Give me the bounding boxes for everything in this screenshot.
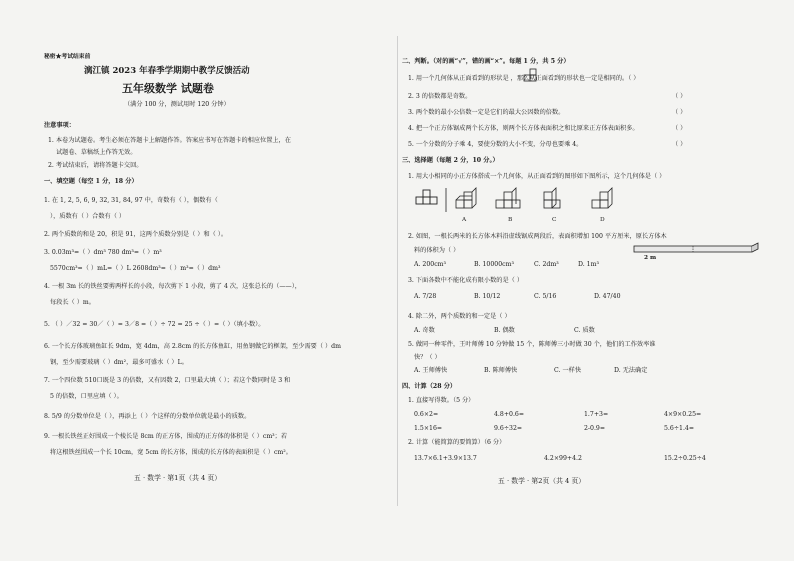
q7a: 7. 一个四位数 510口既是 3 的倍数，又有因数 2，口里最大填（ ）；若这个数同时是 3 和	[44, 377, 291, 384]
choice-3-opt-a: A. 7/28	[414, 293, 437, 300]
choice-4-opt-c: C. 质数	[574, 327, 595, 334]
choice-1-label-b: B	[508, 217, 513, 223]
calc-cell: 0.6×2=	[414, 411, 439, 418]
judge-3: 3. 两个数的最小公倍数一定是它们的最大公因数的倍数。	[408, 109, 565, 116]
q1a: 1. 在 1, 2, 5, 6, 9, 32, 31, 84, 97 中，奇数有（ ），偶数有（	[44, 197, 218, 204]
right-footer: 五 · 数学 · 第2页（共 4 页）	[498, 477, 586, 485]
exam-title: 漓江镇 2023 年春季学期期中教学反馈活动	[84, 66, 250, 76]
choice-2-opt-d: D. 1m³	[578, 261, 599, 268]
judge-3-paren: （ ）	[672, 109, 687, 116]
choice-4-opt-a: A. 奇数	[414, 327, 435, 334]
calc-2-title: 2. 计算（能简算的要简算）（6 分）	[408, 439, 506, 446]
note-2: 2. 考试结束后，请将答题卡交回。	[48, 162, 143, 169]
judge-2-paren: （ ）	[672, 93, 687, 100]
notes-title: 注意事项：	[44, 122, 75, 129]
calc-cell: 9.6÷32=	[494, 425, 523, 432]
calc-cell: 13.7×6.1+3.9×13.7	[414, 455, 477, 462]
choice-5a: 5. 做同一种零件，王叶师傅 10 分钟做 15 个，陈师傅三小时做 30 个，他们的工作效率谁	[408, 341, 656, 348]
calc-cell: 4.8+0.6=	[494, 411, 525, 418]
left-page	[24, 20, 394, 540]
calc-cell: 4.2×99+4.2	[544, 455, 582, 462]
choice-2-opt-a: A. 200cm³	[414, 261, 447, 268]
q3a: 3. 0.03m³=（ ）dm³ 780 dm³=（ ）m³	[44, 249, 162, 256]
calc-cell: 2-0.9=	[584, 425, 606, 432]
q6b: 钢，至少需要玻璃（ ）dm²，最多可盛水（ ）L。	[50, 359, 188, 366]
choice-4: 4. 除二外，两个质数的和一定是（ ）	[408, 313, 511, 320]
option-d-figure	[592, 188, 612, 208]
front-view-figure	[416, 190, 437, 204]
choice-5-opt-a: A. 王师傅快	[414, 367, 448, 374]
q9b: 将这根铁丝围成一个长 10cm，宽 5cm 的长方体，围成的长方体的表面积是（ ）cm²。	[50, 449, 292, 456]
secret-label: 秘密★考试结束前	[44, 54, 91, 60]
calc-cell: 4×9×0.25=	[664, 411, 702, 418]
choice-5-opt-d: D. 无法确定	[614, 367, 648, 374]
right-page	[402, 20, 772, 540]
judge-1-figure	[524, 70, 542, 85]
exam-subtitle: 五年级数学 试题卷	[122, 82, 214, 95]
section-calc-title: 四、计算（28 分）	[402, 383, 457, 390]
page-divider	[397, 36, 398, 506]
q8: 8. 5/9 的分数单位是（ ），再添上（ ）个这样的分数单位就是最小的质数。	[44, 413, 251, 420]
choice-5b: 快？（ ）	[414, 354, 441, 361]
judge-2: 2. 3 的倍数都是奇数。	[408, 93, 472, 100]
choice-2-opt-c: C. 2dm³	[534, 261, 559, 268]
judge-4-paren: （ ）	[672, 125, 687, 132]
calc-cell: 15.2÷0.25÷4	[664, 455, 706, 462]
judge-4: 4. 把一个正方体锯成两个长方体，则两个长方体表面积之和比原来正方体表面积多。	[408, 125, 639, 132]
choice-1-label-a: A	[462, 217, 467, 223]
choice-4-opt-b: B. 偶数	[494, 327, 515, 334]
calc-1-title: 1. 直接写得数。（5 分）	[408, 397, 475, 404]
judge-5: 5. 一个分数的分子乘 4，要使分数的大小不变，分母也要乘 4。	[408, 141, 583, 148]
q6a: 6. 一个长方体玻璃鱼缸长 9dm，宽 4dm，高 2.8cm 的长方体鱼缸，用鱼钢做它的框架，至少需要（ ）dm	[44, 343, 341, 350]
section-judge-title: 二、判断。（对的画“√”，错的画“×”。每题 1 分，共 5 分）	[402, 58, 570, 65]
choice-2a: 2. 如图，一根长两米的长方体木料沿虚线锯成两段后，表面积增加 100 平方厘米，原长方体木	[408, 233, 667, 240]
option-a-figure	[456, 188, 476, 208]
section-choice-title: 三、选择题（每题 2 分，10 分。）	[402, 157, 499, 164]
q2: 2. 两个质数的和是 20，积是 91，这两个质数分别是（ ）和（ ）。	[44, 231, 228, 238]
q1b: ），质数有（ ）合数有（ ）	[50, 213, 126, 220]
exam-meta: （满分 100 分，测试用时 120 分钟）	[124, 101, 230, 108]
choice-1-label-d: D	[600, 217, 605, 223]
q4b: 每段长（ ）m。	[50, 299, 95, 306]
left-footer: 五 · 数学 · 第1页（共 4 页）	[134, 474, 222, 482]
q7b: 5 的倍数，口里应填（ ）。	[50, 393, 123, 400]
choice-3: 3. 下面各数中不能化成有限小数的是（ ）	[408, 277, 524, 284]
q4a: 4. 一根 3m 长的铁丝要剪两样长的小段，每次剪下 1 小段，剪了 4 次，这张总长的（——），	[44, 283, 301, 290]
calc-cell: 5.6÷1.4=	[664, 425, 695, 432]
choice-5-opt-c: C. 一样快	[554, 367, 582, 374]
option-b-figure	[496, 188, 520, 208]
calc-cell: 1.5×16=	[414, 425, 443, 432]
choice-3-opt-b: B. 10/12	[474, 293, 501, 300]
q3b: 5570cm³=（ ）mL=（ ）L 2608dm³=（ ）m³=（ ）dm³	[50, 265, 221, 272]
choice-5-opt-b: B. 陈师傅快	[484, 367, 518, 374]
choice-3-opt-d: D. 47/40	[594, 293, 621, 300]
q9a: 9. 一根长铁丝正好围成一个棱长是 8cm 的正方体，围成的正方体的体积是（ ）cm³；若	[44, 433, 288, 440]
wood-bar-length: 2 m	[644, 255, 657, 261]
choice-1-label-c: C	[552, 217, 557, 223]
note-1a: 1. 本卷为试题卷。考生必须在答题卡上解题作答。答案应书写在答题卡的相应位置上，在	[48, 137, 291, 144]
q5: 5. （ ）／32 = 30／（ ）= 3／8 =（ ）÷ 72 = 25 ÷（ ）=（ ）（填小数）。	[44, 321, 265, 328]
section-fill-title: 一、填空题（每空 1 分，18 分）	[44, 178, 138, 185]
calc-cell: 1.7+3=	[584, 411, 609, 418]
note-1b: 试题卷、草稿纸上作答无效。	[56, 149, 137, 156]
choice-2-opt-b: B. 10000cm³	[474, 261, 514, 268]
judge-1: 1. 用一个几何体从正面看到的形状是 ，那么从正面看到的形状也一定是相同的。（ ）	[408, 75, 640, 82]
judge-5-paren: （ ）	[672, 141, 687, 148]
choice-2b: 料的体积为（ ）	[414, 247, 460, 254]
choice-1: 1. 用大小相同的小正方体搭成一个几何体，从正面看到的图形如下图所示，这个几何体是（ ）	[408, 173, 666, 180]
choice-3-opt-c: C. 5/16	[534, 293, 557, 300]
choice-1-figures	[416, 188, 626, 218]
option-c-figure	[544, 188, 560, 208]
